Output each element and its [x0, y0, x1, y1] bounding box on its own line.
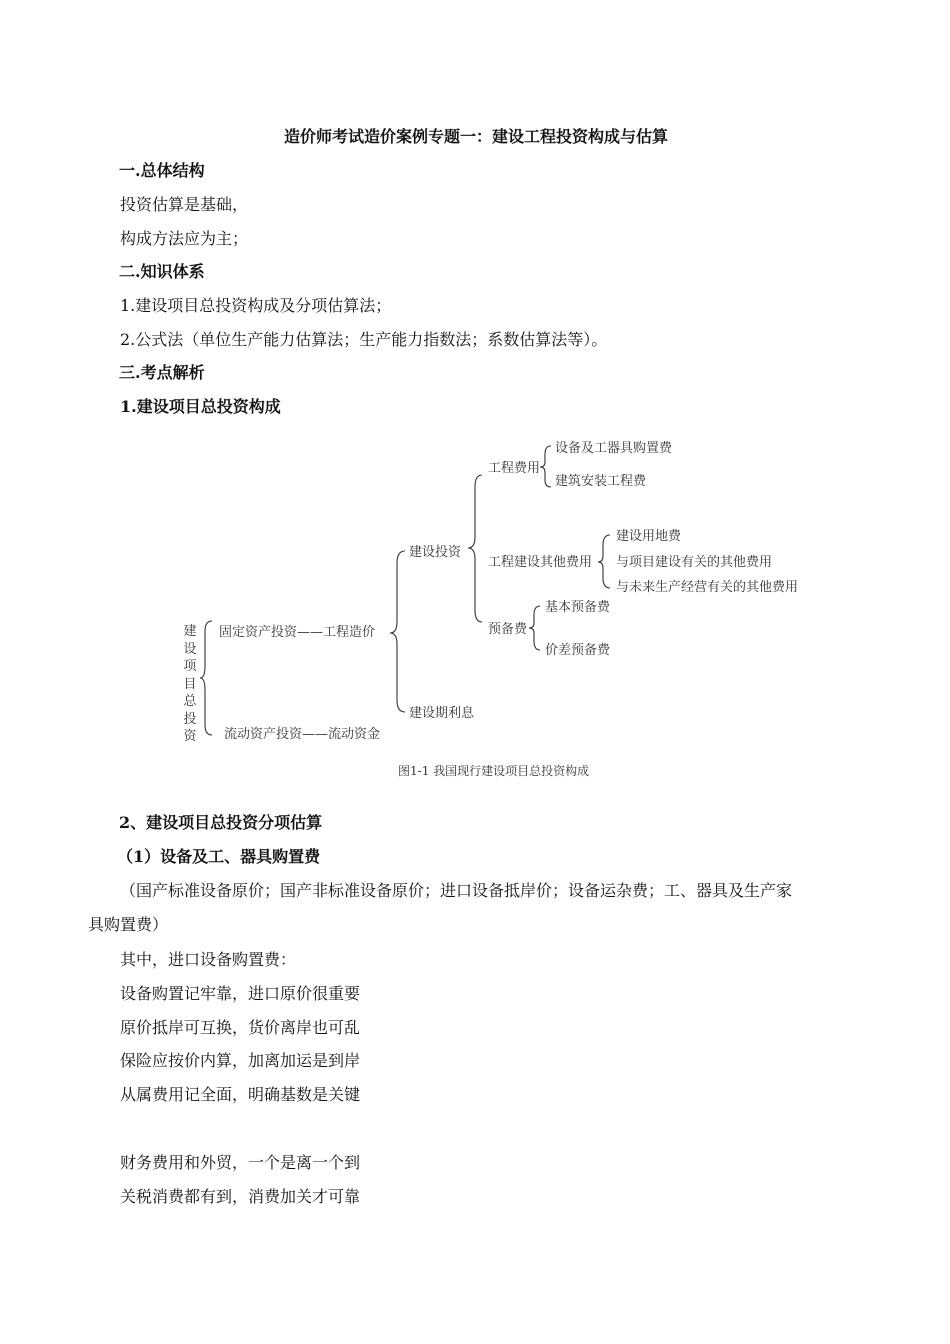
text-line: 1.建设项目总投资构成及分项估算法；: [120, 296, 392, 315]
diagram-node-price-reserve: 价差预备费: [545, 643, 611, 658]
diagram-node-current-assets: 流动资产投资——流动资金: [224, 727, 381, 742]
brace-fixed-assets: [390, 551, 405, 712]
diagram-node-construction-investment: 建设投资: [409, 545, 462, 560]
section-heading-knowledge: 二.知识体系: [119, 262, 205, 281]
diagram-node-other-costs: 工程建设其他费用: [488, 555, 593, 570]
diagram-node-future-operation: 与未来生产经营有关的其他费用: [616, 580, 799, 595]
diagram-node-project-related: 与项目建设有关的其他费用: [616, 555, 773, 570]
brace-other-costs: [598, 535, 610, 588]
section-heading-overall: 一.总体结构: [119, 161, 205, 180]
diagram-node-engineering-cost: 工程费用: [488, 461, 541, 476]
subsection-heading: 1.建设项目总投资构成: [120, 397, 281, 416]
diagram-node-interest: 建设期利息: [409, 706, 475, 721]
diagram-caption: 图1-1 我国现行建设项目总投资构成: [398, 764, 590, 778]
text-line: 构成方法应为主；: [120, 229, 249, 248]
diagram-node-basic-reserve: 基本预备费: [545, 600, 611, 615]
diagram-node-installation: 建筑安装工程费: [555, 474, 647, 489]
diagram-node-equipment-purchase: 设备及工器具购置费: [555, 441, 673, 456]
text-paragraph-line: （国产标准设备原价；国产非标准设备原价；进口设备抵岸价；设备运杂费；工、器具及生产家: [120, 881, 793, 900]
text-line: 其中，进口设备购置费：: [120, 950, 297, 969]
verse-line: 原价抵岸可互换，货价离岸也可乱: [120, 1018, 361, 1037]
brace-reserve: [529, 606, 540, 650]
brace-construction-investment: [468, 475, 482, 622]
diagram-node-reserve: 预备费: [488, 622, 528, 637]
section-heading-analysis: 三.考点解析: [119, 363, 205, 382]
verse-line: 从属费用记全面，明确基数是关键: [120, 1085, 361, 1104]
text-line: 投资估算是基础，: [120, 195, 249, 214]
verse-line: 保险应按价内算，加离加运是到岸: [120, 1051, 361, 1070]
verse-line: 财务费用和外贸，一个是离一个到: [120, 1153, 361, 1172]
page-title: 造价师考试造价案例专题一：建设工程投资构成与估算: [284, 127, 669, 146]
diagram-node-fixed-assets: 固定资产投资——工程造价: [219, 625, 376, 640]
verse-line: 设备购置记牢靠，进口原价很重要: [120, 984, 361, 1003]
diagram-node-land-use: 建设用地费: [616, 529, 682, 544]
text-line: 2.公式法（单位生产能力估算法；生产能力指数法；系数估算法等）。: [120, 330, 608, 349]
subsection-heading-equipment: （1）设备及工、器具购置费: [117, 847, 321, 866]
brace-engineering-cost: [540, 446, 551, 487]
section-heading-itemized-estimate: 2、建设项目总投资分项估算: [119, 813, 323, 832]
brace-root: [200, 621, 212, 735]
brace-lines: [200, 446, 610, 735]
diagram-root-label: 建 设 项 目 总 投 资: [183, 624, 197, 744]
verse-line: 关税消费都有到，消费加关才可靠: [120, 1187, 361, 1206]
text-paragraph-line: 具购置费）: [88, 915, 169, 934]
